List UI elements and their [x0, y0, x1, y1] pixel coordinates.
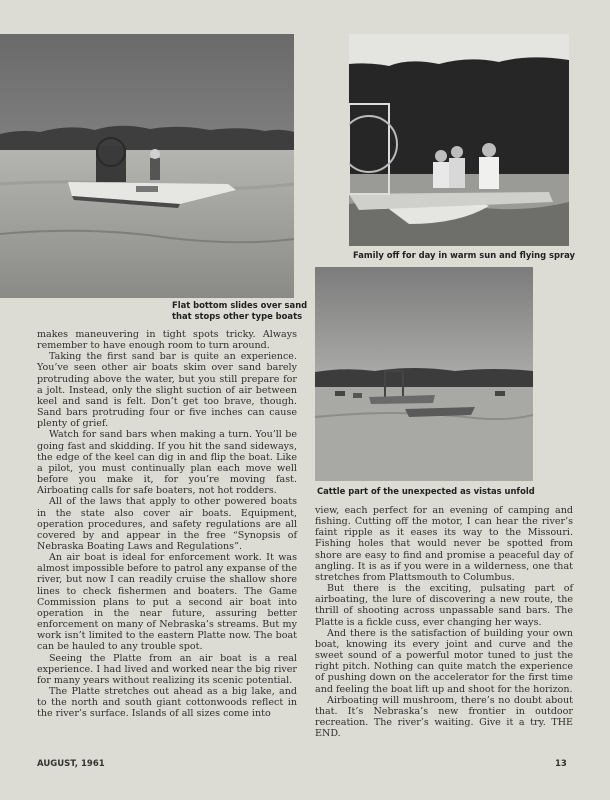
paragraph: But there is the exciting, pulsating part of airboating, the lure of discovering a new route, the thrill of shooting across unpassable sand bars. The Platte is a fickle cuss, ever changing her ways.: [315, 583, 573, 628]
left-text-column: [37, 329, 297, 719]
page-number: 13: [555, 759, 567, 769]
airboat-caption: Flat bottom slides over sand that stops other type boats: [172, 300, 308, 321]
right-text-column: [315, 505, 573, 739]
paragraph: Seeing the Platte from an air boat is a real experience. I had lived and worked near the big river for many years without realizing its scenic potential.: [37, 652, 297, 686]
paragraph: Taking the first sand bar is quite an experience. You’ve seen other air boats skim over sand barely protruding above the water, but you still prepare for a jolt. Instead, only the slight suction of air between keel and sand is felt. Don’t get too brave, though. Sand bars protruding four or five inches can cause plenty of grief.: [37, 351, 297, 430]
paragraph: Airboating will mushroom, there’s no doubt about that. It’s Nebraska’s new frontier in outdoor recreation. The river’s waiting. Give it a try. THE END.: [315, 694, 573, 740]
cattle-caption: Cattle part of the unexpected as vistas unfold: [317, 486, 535, 496]
airboat-photo: [0, 34, 294, 298]
paragraph: view, each perfect for an evening of camping and fishing. Cutting off the motor, I can hear the river’s faint ripple as it eases its way to the Missouri. Fishing holes that would never be spotted from shore are easy to find and promise a peaceful day of angling. It is as if you were in a wilderness, one that stretches from Plattsmouth to Columbus.: [315, 505, 573, 583]
family-photo: [349, 34, 569, 246]
paragraph: An air boat is ideal for enforcement work. It was almost impossible before to patrol any expanse of the river, but now I can readily cruise the shallow shore lines to check fishermen and boaters. The Game Commission plans to put a second air boat into operation in the near future, assuring better enforcement on many of Nebraska’s streams. But my work isn’t limited to the eastern Platte now. The boat can be hauled to any trouble spot.: [37, 552, 297, 653]
paragraph: Watch for sand bars when making a turn. You’ll be going fast and skidding. If you hit the sand sideways, the edge of the keel can dig in and flip the boat. Like a pilot, you must continually plan each move well before you make it, for you’re moving fast. Airboating calls for safe boaters, not hot rodders.: [37, 429, 297, 497]
paragraph: The Platte stretches out ahead as a big lake, and to the north and south giant cottonwoods reflect in the river’s surface. Islands of all sizes come into: [37, 686, 297, 720]
paragraph: All of the laws that apply to other powered boats in the state also cover air boats. Equipment, operation procedures, and safety regulations are all covered by and appear in the free “Synopsis of Nebraska Boating Laws and Regulations”.: [37, 496, 297, 552]
paragraph: makes maneuvering in tight spots tricky. Always remember to have enough room to turn around.: [37, 329, 297, 352]
family-caption: Family off for day in warm sun and flying spray: [353, 250, 576, 260]
paragraph: And there is the satisfaction of building your own boat, knowing its every joint and curve and the sweet sound of a powerful motor tuned to just the right pitch. Nothing can quite match the experience of pushing down on the accelerator for the first time and feeling the boat lift up and shoot for the horizon.: [315, 627, 573, 695]
cattle-photo: [315, 267, 533, 481]
footer-issue-date: AUGUST, 1961: [37, 759, 105, 769]
